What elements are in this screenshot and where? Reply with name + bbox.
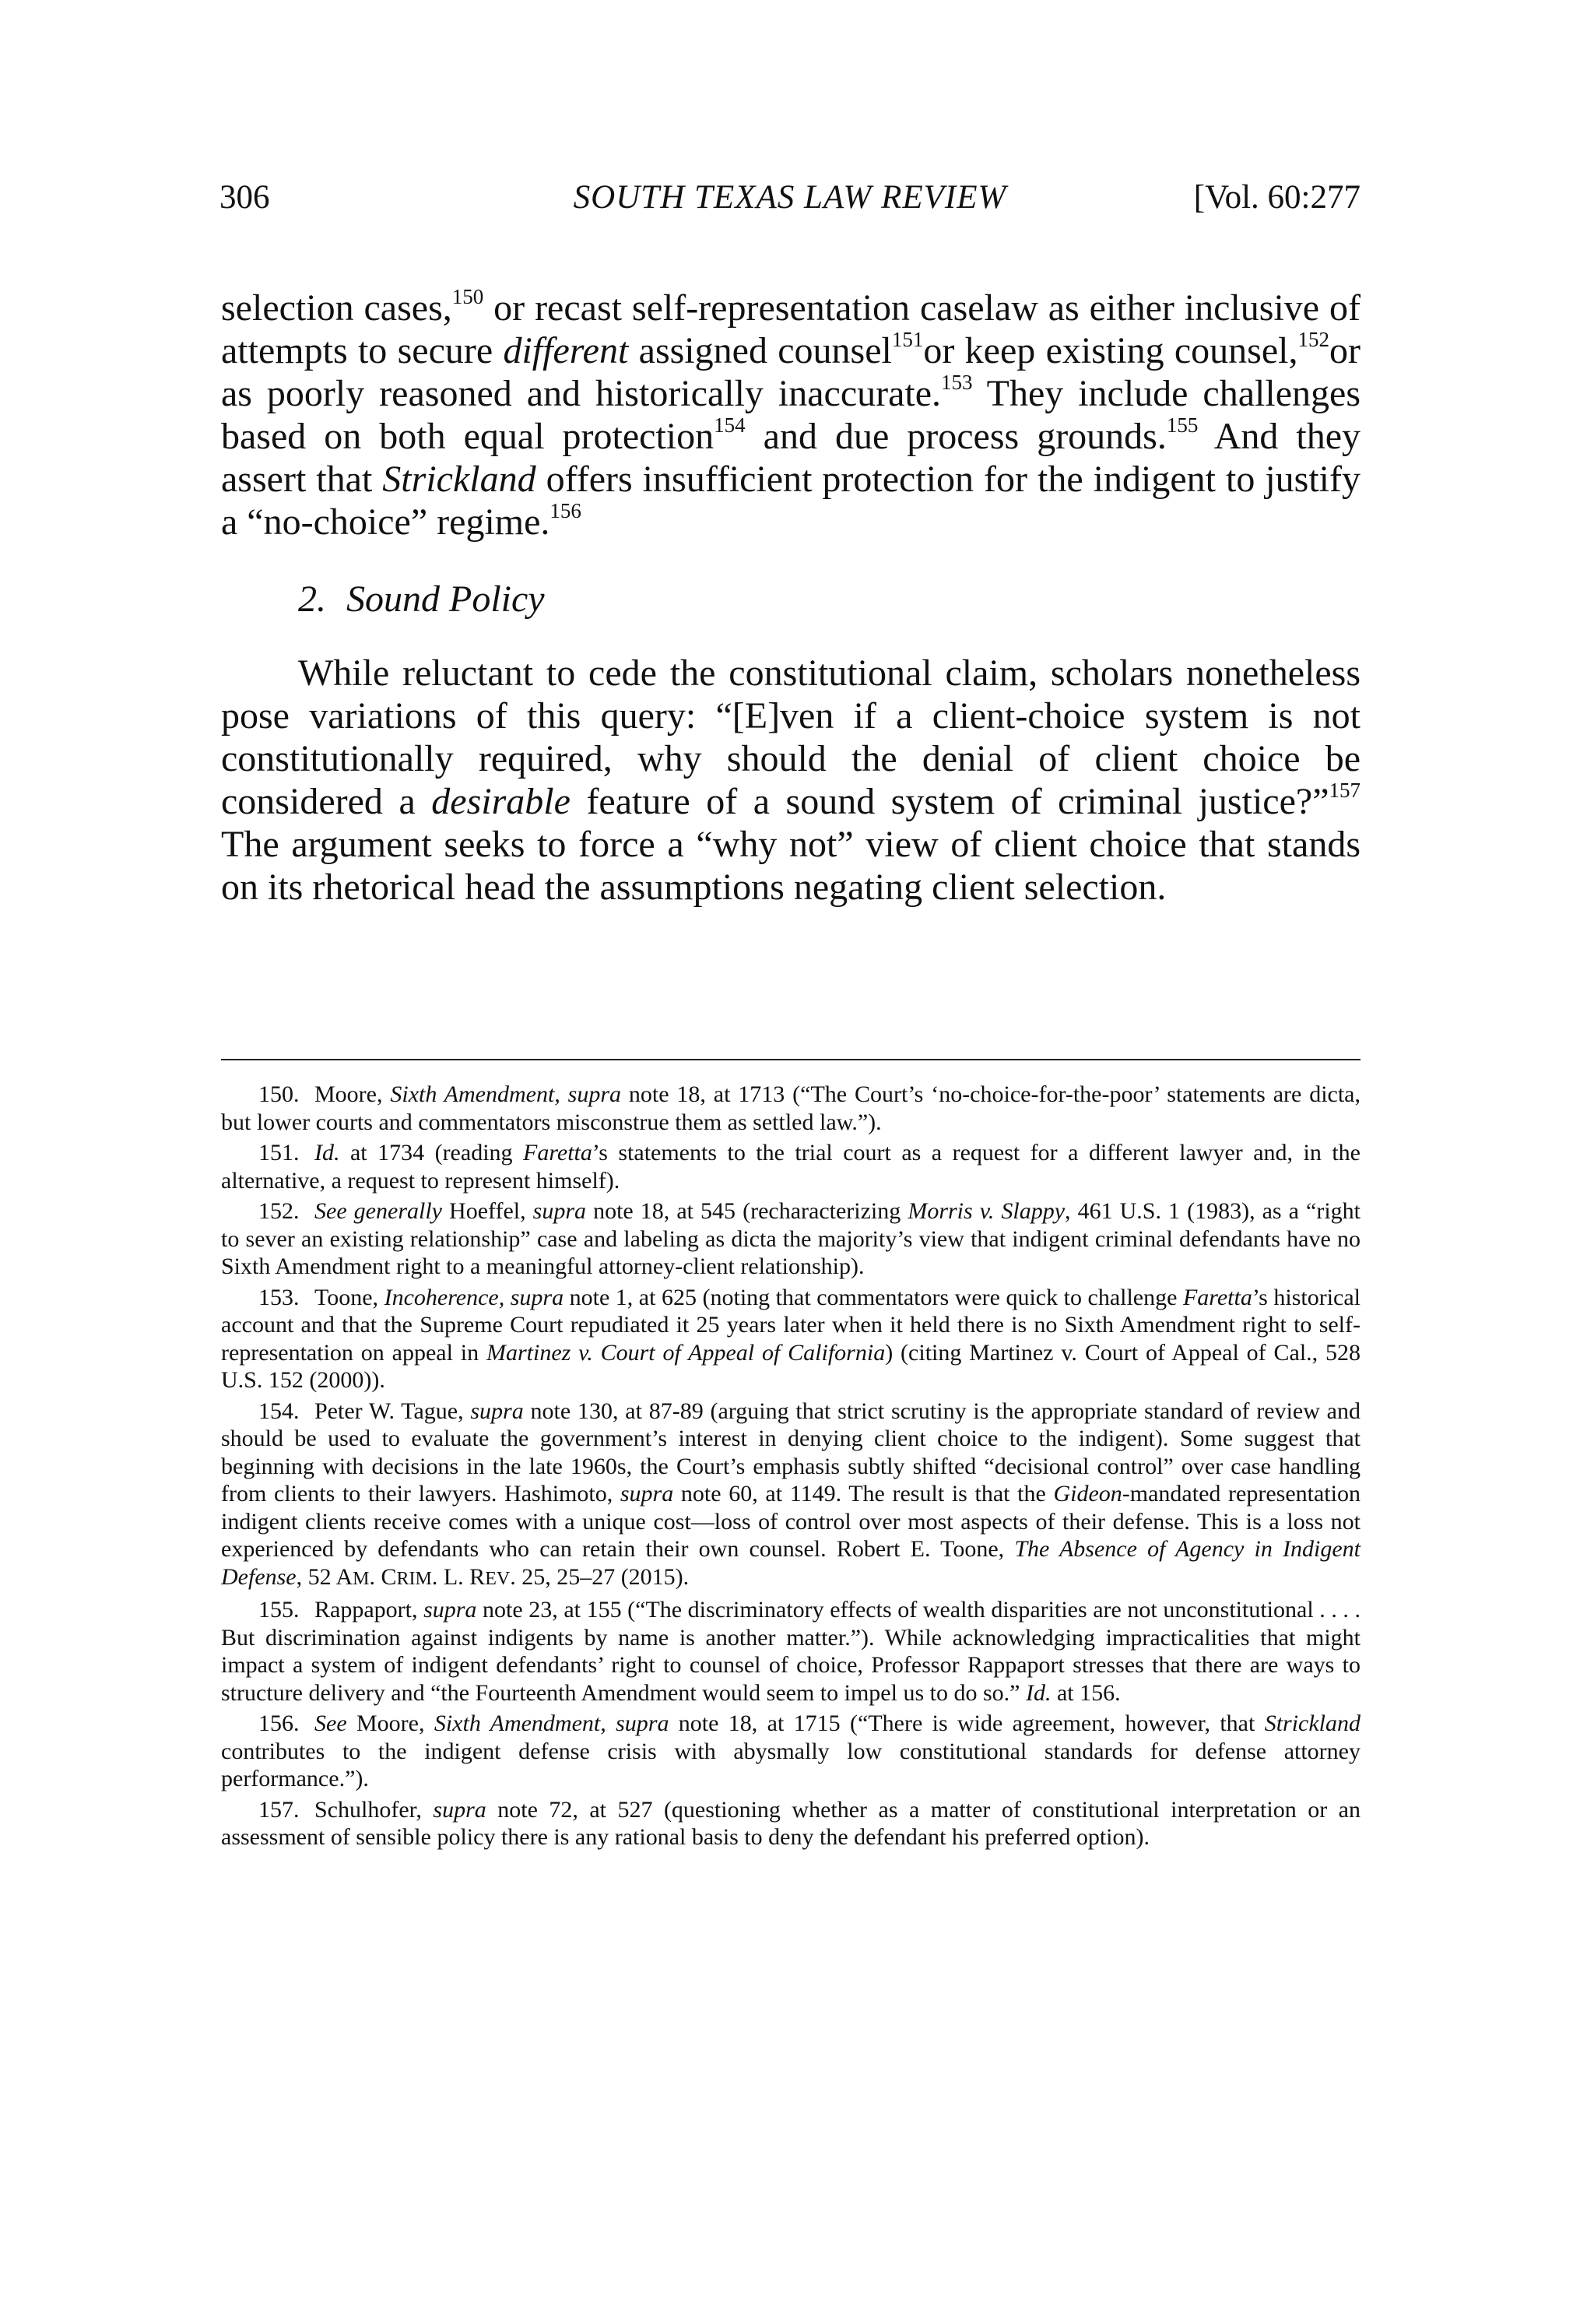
footnote-151: 151. Id. at 1734 (reading Faretta’s statements to the trial court as a request for a different lawyer and, in the alternative, a request to represent himself). [221, 1140, 1361, 1194]
section-number: 2. [298, 578, 326, 620]
footnote-153: 153. Toone, Incoherence, supra note 1, at 625 (noting that commentators were quick to challenge Faretta’s historical account and that the Supreme Court repudiated it 25 years later when it held there is no Sixth Amendment right to self-representation on appeal in Martinez v. Court of Appeal of California) (citing Martinez v. Court of Appeal of Cal., 528 U.S. 152 (2000)). [221, 1284, 1361, 1393]
footnote-152: 152. See generally Hoeffel, supra note 18, at 545 (recharacterizing Morris v. Slappy, 461 U.S. 1 (1983), as a “right to sever an existing relationship” case and labeling as dicta the majority’s view that indigent criminal defendants have no Sixth Amendment right to a meaningful attorney-client relationship). [221, 1198, 1361, 1279]
section-title: Sound Policy [346, 578, 545, 620]
footnote-157: 157. Schulhofer, supra note 72, at 527 (questioning whether as a matter of constitutional interpretation or an assessment of sensible policy there is any rational basis to deny the defendant his preferred option). [221, 1796, 1361, 1850]
footnote-ref-154[interactable]: 154 [714, 413, 746, 437]
footnote-divider [221, 1059, 1361, 1060]
volume-citation: [Vol. 60:277 [1193, 179, 1361, 216]
footnote-ref-150[interactable]: 150 [451, 285, 484, 308]
journal-title: SOUTH TEXAS LAW REVIEW [573, 179, 1007, 216]
footnote-156: 156. See Moore, Sixth Amendment, supra note 18, at 1715 (“There is wide agreement, however, that Strickland contributes to the indigent defense crisis with abysmally low constitutional standards for defense attorney performance.”). [221, 1710, 1361, 1791]
footnote-154: 154. Peter W. Tague, supra note 130, at 87-89 (arguing that strict scrutiny is the appropriate standard of review and should be used to evaluate the government’s interest in denying client choice to the indigent). Some suggest that beginning with decisions in the late 1960s, the Court’s emphasis subtly shifted “decisional control” over case handling from clients to their lawyers. Hashimoto, supra note 60, at 1149. The result is that the Gideon-mandated representation indigent clients receive comes with a unique cost—loss of control over most aspects of their defense. This is a loss not experienced by defendants who can retain their own counsel. Robert E. Toone, The Absence of Agency in Indigent Defense, 52 AM. CRIM. L. REV. 25, 25–27 (2015). [221, 1398, 1361, 1590]
footnote-ref-156[interactable]: 156 [549, 499, 581, 522]
page-number: 306 [219, 179, 270, 216]
footnote-ref-157[interactable]: 157 [1329, 779, 1361, 802]
footnote-155: 155. Rappaport, supra note 23, at 155 (“The discriminatory effects of wealth disparities are not unconstitutional . . . . But discrimination against indigents by name is another matter.”). While acknowledging impracticalities that might impact a system of indigent defendants’ right to counsel of choice, Professor Rappaport stresses that there are ways to structure delivery and “the Fourteenth Amendment would seem to impel us to do so.” Id. at 156. [221, 1597, 1361, 1706]
footnote-ref-155[interactable]: 155 [1166, 413, 1199, 437]
footnotes [221, 1081, 1361, 1855]
body-paragraph-1: selection cases,$^{150}$ or recast self-representation caselaw as either inclusive of attempts to secure different assigned counsel$^{151}$or keep existing counsel,$^{152}$or as poorly reasoned and historically inaccurate.$^{153}$ They include challenges based on both equal protection$^{154}$ and due process grounds.$^{155}$ And they assert that Strickland offers insufficient protection for the indigent to justify a “no-choice” regime.$^{156}$ [221, 285, 1361, 543]
running-head [219, 173, 1361, 223]
section-heading [298, 578, 1361, 621]
footnote-ref-153[interactable]: 153 [941, 371, 973, 394]
footnote-ref-151[interactable]: 151 [891, 328, 924, 351]
body-text [221, 287, 1361, 909]
body-paragraph-2: While reluctant to cede the constitutional claim, scholars nonetheless pose variations of this query: “[E]ven if a client-choice system is not constitutionally required, why should the denial of client choice be considered a desirable feature of a sound system of criminal justice?”$^{157}$ The argument seeks to force a “why not” view of client choice that stands on its rhetorical head the assumptions negating client selection. [221, 652, 1361, 908]
footnote-ref-152[interactable]: 152 [1297, 328, 1330, 351]
footnote-150: 150. Moore, Sixth Amendment, supra note 18, at 1713 (“The Court’s ‘no-choice-for-the-poor’ statements are dicta, but lower courts and commentators misconstrue them as settled law.”). [221, 1081, 1361, 1135]
